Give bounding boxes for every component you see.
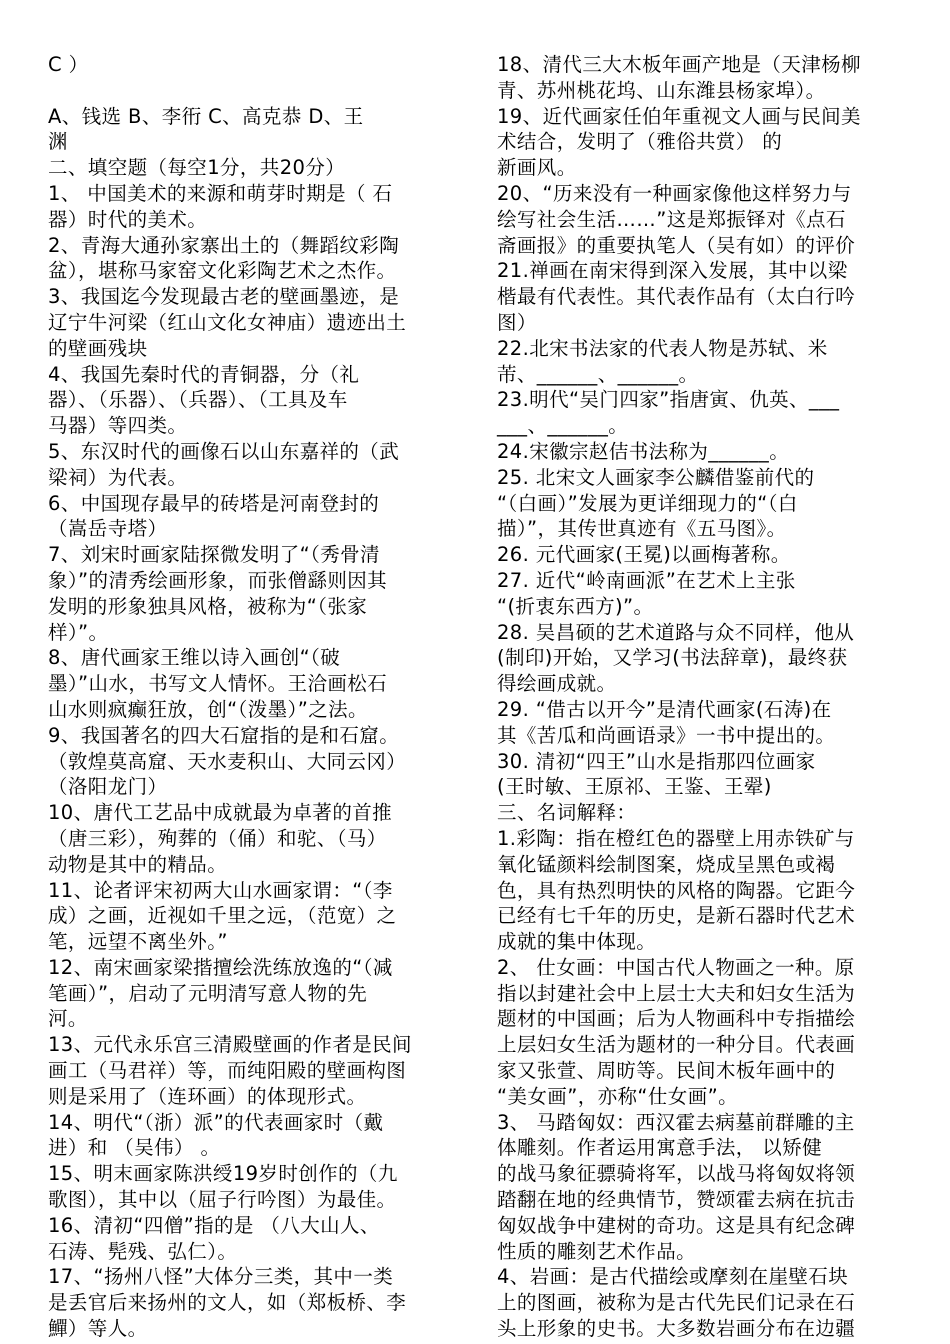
text-line: C ） <box>48 53 89 76</box>
text-line: 器）时代的美术。 <box>48 207 208 231</box>
text-line: 青、苏州桃花坞、山东潍县杨家埠）。 <box>497 78 826 102</box>
text-line: 动物是其中的精品。 <box>48 852 228 876</box>
text-line: 芾、______、______。 <box>497 362 699 386</box>
text-line: 歌图），其中以（屈子行吟图）为最佳。 <box>48 1188 397 1212</box>
text-line: 3、 马踏匈奴：西汉霍去病墓前群雕的主 <box>497 1110 855 1134</box>
text-line: 已经有七千年的历史，是新石器时代艺术 <box>497 904 856 928</box>
text-line: （唐三彩），殉葬的（俑）和驼、（马） <box>48 826 387 850</box>
text-line: 匈奴战争中建树的奇功。这是具有纪念碑 <box>497 1213 856 1237</box>
text-line: 新画风。 <box>497 156 577 180</box>
text-line: 石涛、髡残、弘仁）。 <box>48 1239 238 1263</box>
right-column <box>497 52 905 1342</box>
text-line: 1.彩陶：指在橙红色的器壁上用赤铁矿与 <box>497 826 855 850</box>
text-line: 1、 中国美术的来源和萌芽时期是（ 石 <box>48 181 393 205</box>
text-line: 则是采用了（连环画）的体现形式。 <box>48 1084 367 1108</box>
text-line: 图） <box>497 310 537 334</box>
text-line: 7、刘宋时画家陆探微发明了“（秀骨清 <box>48 543 380 567</box>
text-line: 性质的雕刻艺术作品。 <box>497 1239 697 1263</box>
text-line: (王时敏、王原祁、王鉴、王翚) <box>497 775 772 799</box>
text-line: 30. 清初“四王”山水是指那四位画家 <box>497 749 816 773</box>
text-line: ___、______。 <box>497 414 629 438</box>
text-line: （嵩岳寺塔） <box>48 517 168 541</box>
text-line: 踏翻在地的经典情节，赞颂霍去病在抗击 <box>497 1188 856 1212</box>
text-line: 20、“历来没有一种画家像他这样努力与 <box>497 181 852 205</box>
text-line: “（白画）”发展为更详细现力的“（白 <box>497 491 798 515</box>
text-line: 鱓）等人。 <box>48 1317 148 1341</box>
text-line: 氧化锰颜料绘制图案，烧成呈黑色或褐 <box>497 852 836 876</box>
text-line: 器）、（乐器）、（兵器）、（工具及车 <box>48 388 348 412</box>
text-line: 9、我国著名的四大石窟指的是和石窟。 <box>48 723 400 747</box>
text-line: 26. 元代画家(王冕)以画梅著称。 <box>497 543 791 567</box>
text-line <box>48 78 456 104</box>
text-line: 15、明末画家陈洪绶19岁时创作的（九 <box>48 1162 398 1186</box>
text-line: 29. “借古以开今”是清代画家(石涛)在 <box>497 697 832 721</box>
text-line: 的战马象征骠骑将军，以战马将匈奴将领 <box>497 1162 856 1186</box>
text-line: “美女画”，亦称“仕女画”。 <box>497 1084 739 1108</box>
text-line: （洛阳龙门） <box>48 775 168 799</box>
text-line: 画工（马君祥）等，而纯阳殿的壁画构图 <box>48 1059 407 1083</box>
text-line: 其《苦瓜和尚画语录》一书中提出的。 <box>497 723 836 747</box>
text-line: 25. 北宋文人画家李公麟借鉴前代的 <box>497 465 815 489</box>
left-column <box>48 52 456 1342</box>
text-line: 进）和 （吴伟） 。 <box>48 1136 221 1160</box>
text-line: 2、青海大通孙家寨出土的（舞蹈纹彩陶 <box>48 233 400 257</box>
text-line: 24.宋徽宗赵佶书法称为______。 <box>497 439 790 463</box>
text-line: 16、清初“四僧”指的是 （八大山人、 <box>48 1213 380 1237</box>
text-line: 家又张萱、周昉等。民间木板年画中的 <box>497 1059 836 1083</box>
text-line: 6、中国现存最早的砖塔是河南登封的 <box>48 491 380 515</box>
text-line: 楷最有代表性。其代表作品有（太白行吟 <box>497 285 856 309</box>
text-line: 13、元代永乐宫三清殿壁画的作者是民间 <box>48 1033 412 1057</box>
text-line: 成）之画，近视如千里之远，（范宽）之 <box>48 904 397 928</box>
text-line: 题材的中国画；后为人物画科中专指描绘 <box>497 1007 856 1031</box>
text-line: 的壁画残块 <box>48 336 148 360</box>
text-line: 三、名词解释： <box>497 801 637 825</box>
text-line: 上的图画，被称为是古代先民们记录在石 <box>497 1291 856 1315</box>
text-line: 27. 近代“岭南画派”在艺术上主张 <box>497 568 796 592</box>
text-line: 21.禅画在南宋得到深入发展，其中以梁 <box>497 259 848 283</box>
text-line: 4、我国先秦时代的青铜器，分（礼 <box>48 362 360 386</box>
text-line: 色，具有热烈明快的风格的陶器。它距今 <box>497 878 856 902</box>
text-line: 得绘画成就。 <box>497 672 617 696</box>
text-line: 成就的集中体现。 <box>497 930 657 954</box>
text-line: 上层妇女生活为题材的一种分目。代表画 <box>497 1033 856 1057</box>
text-line: 23.明代“吴门四家”指唐寅、仇英、___ <box>497 388 840 412</box>
text-line: “(折衷东西方)”。 <box>497 594 654 618</box>
text-line: 5、东汉时代的画像石以山东嘉祥的（武 <box>48 439 400 463</box>
text-line: 18、清代三大木板年画产地是（天津杨柳 <box>497 53 861 76</box>
text-line: 样）”。 <box>48 620 109 644</box>
text-line: 12、南宋画家梁揩擅绘洗练放逸的“（减 <box>48 955 393 979</box>
text-line: 是丢官后来扬州的文人，如（郑板桥、李 <box>48 1291 407 1315</box>
text-line: 4、岩画：是古代描绘或摩刻在崖壁石块 <box>497 1265 849 1289</box>
text-line: 22.北宋书法家的代表人物是苏轼、米 <box>497 336 828 360</box>
text-line: 指以封建社会中上层士大夫和妇女生活为 <box>497 981 856 1005</box>
text-line: 辽宁牛河梁（红山文化女神庙）遗迹出土 <box>48 310 407 334</box>
text-line: 笔画）”，启动了元明清写意人物的先 <box>48 981 368 1005</box>
text-line: 斋画报》的重要执笔人（吴有如）的评价 <box>497 233 856 257</box>
text-line: 17、“扬州八怪”大体分三类，其中一类 <box>48 1265 394 1289</box>
text-line: 盆），堪称马家窑文化彩陶艺术之杰作。 <box>48 259 397 283</box>
text-line: （敦煌莫高窟、天水麦积山、大同云冈） <box>48 749 407 773</box>
text-line: 描）”，其传世真迹有《五马图》。 <box>497 517 787 541</box>
text-line: 8、唐代画家王维以诗入画创“（破 <box>48 646 341 670</box>
text-line: 3、我国迄今发现最古老的壁画墨迹，是 <box>48 285 400 309</box>
text-line: 11、论者评宋初两大山水画家谓：“（李 <box>48 878 393 902</box>
text-line: 14、明代“（浙）派”的代表画家时（戴 <box>48 1110 384 1134</box>
text-line: 10、唐代工艺品中成就最为卓著的首推 <box>48 801 393 825</box>
text-line: (制印)开始，又学习(书法辞章)，最终获 <box>497 646 848 670</box>
text-line: A、钱选 B、李衎 C、高克恭 D、王 <box>48 104 364 128</box>
text-line: 梁祠）为代表。 <box>48 465 188 489</box>
text-line: 河。 <box>48 1007 88 1031</box>
text-line: 渊 <box>48 130 68 154</box>
text-line: 术结合，发明了（雅俗共赏） 的 <box>497 130 783 154</box>
text-line: 绘写社会生活……”这是郑振铎对《点石 <box>497 207 846 231</box>
text-line: 笔，远望不离坐外。” <box>48 930 228 954</box>
text-line: 象）”的清秀绘画形象，而张僧繇则因其 <box>48 568 388 592</box>
text-line: 头上形象的史书。大多数岩画分布在边疆 <box>497 1317 856 1341</box>
text-line: 28. 吴昌硕的艺术道路与众不同样，他从 <box>497 620 855 644</box>
text-line: 马器）等四类。 <box>48 414 188 438</box>
text-line: 墨）”山水，书写文人情怀。王洽画松石 <box>48 672 388 696</box>
text-line: 2、 仕女画：中国古代人物画之一种。原 <box>497 955 855 979</box>
text-line: 山水则疯癫狂放，创“（泼墨）”之法。 <box>48 697 368 721</box>
text-line: 体雕刻。作者运用寓意手法， 以矫健 <box>497 1136 822 1160</box>
text-line: 发明的形象独具风格，被称为“（张家 <box>48 594 368 618</box>
text-line: 19、近代画家任伯年重视文人画与民间美 <box>497 104 861 128</box>
text-line: 二、填空题（每空1分，共20分） <box>48 156 346 180</box>
